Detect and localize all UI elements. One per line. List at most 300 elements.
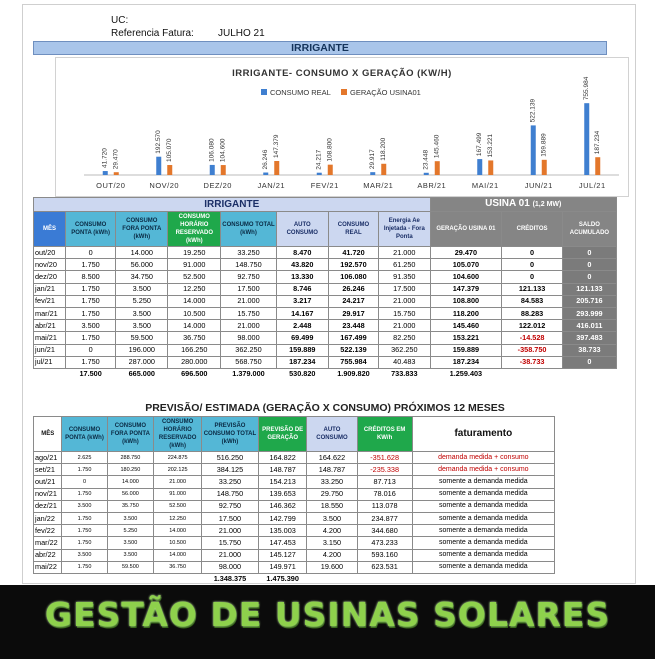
bar-label-0-3: 26.246 [262,149,270,170]
t1-cell-1: 1.750 [65,332,115,344]
t2-cell-6: 18.550 [307,500,357,512]
t2-header-5: PREVISÃO DE GERAÇÃO [258,417,306,452]
t1-cell-4: 33.250 [221,247,277,259]
t2-cell-1: 3.500 [62,549,107,561]
t2-cell-1: 2.625 [62,452,107,464]
bar-label-1-6: 145.460 [433,134,441,159]
t1-total-1: 17.500 [79,369,102,379]
t2-cell-0: ago/21 [34,452,62,464]
bar-0-1 [156,157,161,175]
t2-cell-0: out/21 [34,476,62,488]
t2-cell-2: 3.500 [107,512,154,524]
bar-label-0-5: 29.917 [369,149,377,170]
t2-row [34,549,555,561]
t1-cell-8: 145.460 [430,320,502,332]
t2-cell-4: 92.750 [201,500,258,512]
t1-cell-2: 14.000 [116,247,168,259]
t1-cell-4: 568.750 [221,356,277,368]
t2-cell-7: 234.877 [357,512,412,524]
t2-cell-5: 142.799 [258,512,306,524]
t2-cell-1: 1.750 [62,512,107,524]
t1-cell-5: 8.746 [276,283,328,295]
x-tick-6: ABR/21 [417,181,447,190]
t1-cell-0: dez/20 [34,271,66,283]
t1-cell-9: 0 [502,259,563,271]
t1-cell-3: 14.000 [168,295,221,307]
t1-cell-4: 98.000 [221,332,277,344]
t2-cell-3: 224.875 [154,452,202,464]
t2-cell-8: somente a demanda medida [412,512,554,524]
t1-cell-9: -358.750 [502,344,563,356]
t2-cell-6: 4.200 [307,549,357,561]
t1-cell-1: 1.750 [65,307,115,319]
t1-cell-9: 88.283 [502,307,563,319]
chart-container [55,57,629,197]
t2-header-8: faturamento [412,417,554,452]
t1-cell-3: 36.750 [168,332,221,344]
t1-cell-5: 14.167 [276,307,328,319]
t1-cell-10: 0 [562,271,616,283]
t1-cell-8: 118.200 [430,307,502,319]
t1-cell-2: 196.000 [116,344,168,356]
bar-1-2 [221,165,226,175]
legend-swatch-1 [341,89,347,95]
bar-0-9 [584,103,589,175]
t2-row [34,537,555,549]
t2-cell-2: 35.750 [107,500,154,512]
t1-total-3: 696.500 [181,369,208,379]
t2-cell-6: 164.622 [307,452,357,464]
t1-total-9 [502,368,563,380]
t2-row [34,500,555,512]
bar-0-4 [317,173,322,175]
t2-cell-1: 1.750 [62,488,107,500]
t1-cell-10: 293.999 [562,307,616,319]
t1-cell-6: 26.246 [328,283,378,295]
t2-cell-2: 14.000 [107,476,154,488]
bar-1-6 [435,161,440,175]
t2-cell-4: 148.750 [201,488,258,500]
t1-cell-9: 0 [502,271,563,283]
bar-1-0 [114,172,119,175]
t1-total-0 [34,368,66,380]
t2-cell-0: mar/22 [34,537,62,549]
banner [0,585,655,659]
bar-1-1 [167,165,172,175]
t1-total-7: 733.833 [391,369,418,379]
t1-cell-7: 362.250 [379,344,430,356]
bar-1-5 [381,164,386,175]
t1-header-2: CONSUMO FORA PONTA (kWh) [116,212,168,247]
t1-total-5: 530.820 [289,369,316,379]
x-tick-5: MAR/21 [363,181,394,190]
t1-cell-10: 0 [562,356,616,368]
t2-cell-7: -351.628 [357,452,412,464]
bar-label-1-4: 108.800 [326,138,334,162]
t2-cell-7: 113.078 [357,500,412,512]
t1-total-8: 1.259.403 [449,369,483,379]
t1-cell-6: 29.917 [328,307,378,319]
t1-cell-2: 59.500 [116,332,168,344]
t1-cell-9: 122.012 [502,320,563,332]
t2-cell-3: 202.125 [154,464,202,476]
t1-cell-6: 522.139 [328,344,378,356]
t2-cell-4: 21.000 [201,549,258,561]
t1-row [34,295,617,307]
t2-cell-3: 10.500 [154,537,202,549]
t2-cell-3: 14.000 [154,525,202,537]
t2-header-7: CRÉDITOS EM KW/h [357,417,412,452]
section-irrigante: IRRIGANTE [33,41,607,55]
t1-header-3: CONSUMO HORÁRIO RESERVADO (kWh) [168,212,221,247]
t2-cell-0: fev/22 [34,525,62,537]
t2-cell-1: 1.750 [62,537,107,549]
t1-total-4: 1.379.000 [232,369,265,379]
t1-cell-9: 0 [502,247,563,259]
t2-cell-3: 12.250 [154,512,202,524]
t2-row [34,464,555,476]
t2-cell-1: 3.500 [62,500,107,512]
x-tick-2: DEZ/20 [203,181,232,190]
t1-cell-5: 3.217 [276,295,328,307]
t2-header-6: AUTO CONSUMO [307,417,357,452]
t1-cell-1: 0 [65,247,115,259]
t1-cell-4: 148.750 [221,259,277,271]
bar-0-3 [263,173,268,175]
t1-cell-5: 159.889 [276,344,328,356]
t1-header-8: GERAÇÃO USINA 01 [430,212,502,247]
t2-cell-5: 147.453 [258,537,306,549]
t1-cell-7: 21.000 [379,320,430,332]
t1-cell-2: 3.500 [116,283,168,295]
t2-cell-5: 148.787 [258,464,306,476]
t2-total-2 [107,573,154,585]
t2-cell-8: demanda medida + consumo [412,464,554,476]
t2-cell-7: 344.680 [357,525,412,537]
t2-cell-7: -235.338 [357,464,412,476]
t1-cell-10: 416.011 [562,320,616,332]
bar-label-0-9: 755.984 [583,76,591,101]
bar-label-0-1: 192.570 [155,130,163,154]
consumo-geracao-chart [56,58,628,196]
t1-cell-8: 147.379 [430,283,502,295]
legend-label-1: GERAÇÃO USINA01 [350,88,421,97]
t1-cell-7: 17.500 [379,283,430,295]
t1-cell-2: 3.500 [116,307,168,319]
t2-cell-8: somente a demanda medida [412,488,554,500]
t1-cell-0: out/20 [34,247,66,259]
t2-row [34,512,555,524]
t2-total-4: 1.348.375 [213,574,247,584]
t1-cell-2: 287.000 [116,356,168,368]
t1-cell-6: 106.080 [328,271,378,283]
bar-0-8 [531,125,536,175]
t1-cell-10: 397.483 [562,332,616,344]
t1-cell-6: 41.720 [328,247,378,259]
t1-cell-8: 153.221 [430,332,502,344]
t2-cell-3: 91.000 [154,488,202,500]
t2-cell-6: 4.200 [307,525,357,537]
t2-row [34,476,555,488]
t1-cell-7: 82.250 [379,332,430,344]
t1-row [34,356,617,368]
t2-row [34,561,555,573]
t1-header-10: SALDO ACUMULADO [562,212,616,247]
t2-header-4: PREVISÃO CONSUMO TOTAL (kWh) [201,417,258,452]
t1-cell-5: 43.820 [276,259,328,271]
t1-cell-6: 167.499 [328,332,378,344]
t1-cell-1: 1.750 [65,283,115,295]
t2-cell-7: 87.713 [357,476,412,488]
t2-cell-8: demanda medida + consumo [412,452,554,464]
t1-cell-4: 92.750 [221,271,277,283]
t2-cell-4: 384.125 [201,464,258,476]
t1-header-6: CONSUMO REAL [328,212,378,247]
bar-label-1-2: 104.600 [219,138,227,163]
bar-label-1-8: 159.889 [540,133,548,157]
t2-header-3: CONSUMO HORÁRIO RESERVADO (kWh) [154,417,202,452]
t2-cell-2: 56.000 [107,488,154,500]
x-tick-9: JUL/21 [578,181,606,190]
t1-header-0: MÊS [34,212,66,247]
t2-cell-5: 139.653 [258,488,306,500]
t1-total-10 [562,368,616,380]
t2-cell-6: 3.150 [307,537,357,549]
t1-cell-1: 3.500 [65,320,115,332]
bar-label-0-2: 106.080 [208,138,216,162]
t1-cell-1: 1.750 [65,356,115,368]
bar-label-0-8: 522.139 [529,98,537,123]
t1-header-5: AUTO CONSUMO [276,212,328,247]
t2-row [34,525,555,537]
t2-cell-7: 593.160 [357,549,412,561]
t2-cell-7: 473.233 [357,537,412,549]
t1-cell-8: 105.070 [430,259,502,271]
bar-label-0-4: 24.217 [315,149,323,170]
bar-0-0 [103,171,108,175]
t2-cell-4: 516.250 [201,452,258,464]
t2-total-5: 1.475.390 [266,574,299,584]
t2-cell-3: 52.500 [154,500,202,512]
bar-label-0-7: 167.499 [476,132,484,157]
t1-cell-3: 12.250 [168,283,221,295]
t2-cell-4: 15.750 [201,537,258,549]
t1-cell-3: 19.250 [168,247,221,259]
t2-total-7 [357,573,412,585]
t1-cell-5: 8.470 [276,247,328,259]
t2-cell-8: somente a demanda medida [412,561,554,573]
bar-0-5 [370,172,375,175]
t1-cell-7: 21.000 [379,247,430,259]
t1-cell-0: fev/21 [34,295,66,307]
t1-row [34,320,617,332]
t1-cell-10: 0 [562,259,616,271]
t1-cell-4: 362.250 [221,344,277,356]
t2-cell-2: 288.750 [107,452,154,464]
t2-cell-8: somente a demanda medida [412,525,554,537]
section-previsao: PREVISÃO/ ESTIMADA (GERAÇÃO X CONSUMO) PRÓXIMOS 12 MESES [33,402,617,415]
t2-cell-0: nov/21 [34,488,62,500]
t1-cell-7: 21.000 [379,295,430,307]
uc-label: UC: [111,15,129,26]
t2-cell-1: 0 [62,476,107,488]
t1-cell-2: 5.250 [116,295,168,307]
legend-label-0: CONSUMO REAL [270,88,331,97]
t1-cell-10: 205.716 [562,295,616,307]
t1-cell-4: 21.000 [221,295,277,307]
t1-cell-3: 52.500 [168,271,221,283]
bar-label-1-0: 29.470 [112,149,120,170]
t1-row [34,271,617,283]
t2-total-0 [34,573,62,585]
t2-row [34,452,555,464]
t2-cell-7: 78.016 [357,488,412,500]
t1-header-9: CRÉDITOS [502,212,563,247]
t2-total-1 [62,573,107,585]
bar-1-4 [328,165,333,175]
t2-cell-7: 623.531 [357,561,412,573]
x-tick-8: JUN/21 [524,181,553,190]
t2-header-0: MÊS [34,417,62,452]
bar-1-9 [595,157,600,175]
bar-label-1-1: 105.070 [166,138,174,163]
t1-cell-5: 13.330 [276,271,328,283]
t2-cell-5: 146.362 [258,500,306,512]
bar-label-1-9: 187.234 [594,130,602,155]
banner-title: GESTÃO DE USINAS SOLARES [44,595,611,634]
t1-cell-5: 69.499 [276,332,328,344]
t1-cell-8: 108.800 [430,295,502,307]
t1-row [34,259,617,271]
t1-cell-2: 3.500 [116,320,168,332]
t1-cell-5: 2.448 [276,320,328,332]
bar-label-0-0: 41.720 [101,148,109,169]
t2-cell-2: 3.500 [107,549,154,561]
t1-cell-8: 187.234 [430,356,502,368]
group-usina: USINA 01 (1,2 MW) [430,198,617,212]
t1-cell-5: 187.234 [276,356,328,368]
t1-cell-1: 1.750 [65,259,115,271]
t1-cell-4: 15.750 [221,307,277,319]
t2-cell-6: 19.600 [307,561,357,573]
t1-cell-9: 121.133 [502,283,563,295]
t1-cell-0: jan/21 [34,283,66,295]
t2-cell-1: 1.750 [62,464,107,476]
t2-cell-2: 5.250 [107,525,154,537]
t2-cell-3: 21.000 [154,476,202,488]
t2-cell-5: 145.127 [258,549,306,561]
bar-0-6 [424,173,429,175]
t1-cell-9: -38.733 [502,356,563,368]
legend-swatch-0 [261,89,267,95]
t1-cell-2: 56.000 [116,259,168,271]
t2-cell-4: 33.250 [201,476,258,488]
t1-cell-7: 15.750 [379,307,430,319]
t2-cell-6: 3.500 [307,512,357,524]
t1-cell-9: -14.528 [502,332,563,344]
t1-total-2: 665.000 [128,369,155,379]
t1-cell-8: 159.889 [430,344,502,356]
t1-cell-1: 0 [65,344,115,356]
t1-row [34,344,617,356]
t2-cell-1: 1.750 [62,561,107,573]
t1-cell-4: 21.000 [221,320,277,332]
previsao-table [33,416,555,585]
t1-cell-0: jun/21 [34,344,66,356]
t1-cell-7: 61.250 [379,259,430,271]
t1-total-6: 1.909.820 [337,369,370,379]
t1-cell-7: 40.483 [379,356,430,368]
t1-row [34,332,617,344]
t1-cell-6: 23.448 [328,320,378,332]
reference-label: Referencia Fatura: [111,28,194,39]
x-tick-1: NOV/20 [149,181,180,190]
t2-cell-5: 164.822 [258,452,306,464]
x-tick-0: OUT/20 [96,181,126,190]
t2-cell-8: somente a demanda medida [412,476,554,488]
t2-header-1: CONSUMO PONTA (kWh) [62,417,107,452]
t2-cell-5: 135.003 [258,525,306,537]
t1-cell-3: 91.000 [168,259,221,271]
t2-cell-1: 1.750 [62,525,107,537]
reference-value: JULHO 21 [218,28,265,39]
x-tick-7: MAI/21 [471,181,499,190]
t2-cell-0: abr/22 [34,549,62,561]
bar-0-7 [477,159,482,175]
bar-1-7 [488,160,493,175]
chart-title: IRRIGANTE- CONSUMO X GERAÇÃO (KW/H) [232,68,452,79]
t2-cell-6: 148.787 [307,464,357,476]
t2-cell-3: 36.750 [154,561,202,573]
bar-label-1-7: 153.221 [487,133,495,158]
t1-cell-0: abr/21 [34,320,66,332]
t1-cell-3: 166.250 [168,344,221,356]
t1-cell-3: 10.500 [168,307,221,319]
bar-label-0-6: 23.448 [422,149,430,170]
t2-cell-8: somente a demanda medida [412,537,554,549]
t1-row [34,283,617,295]
t2-cell-5: 154.213 [258,476,306,488]
bar-1-3 [274,161,279,175]
t1-cell-4: 17.500 [221,283,277,295]
t1-header-7: Energia Ae Injetada - Fora Ponta [379,212,430,247]
t1-row [34,307,617,319]
t1-cell-2: 34.750 [116,271,168,283]
t1-cell-1: 8.500 [65,271,115,283]
t2-total-6 [307,573,357,585]
t2-total-8 [412,573,554,585]
t1-cell-3: 280.000 [168,356,221,368]
t2-cell-6: 29.750 [307,488,357,500]
t1-cell-10: 0 [562,247,616,259]
t1-row [34,247,617,259]
t1-cell-0: mar/21 [34,307,66,319]
t2-cell-0: mai/22 [34,561,62,573]
t2-cell-4: 17.500 [201,512,258,524]
t1-cell-10: 121.133 [562,283,616,295]
t2-cell-0: set/21 [34,464,62,476]
t2-cell-0: dez/21 [34,500,62,512]
bar-label-1-3: 147.379 [273,134,281,158]
t2-cell-2: 3.500 [107,537,154,549]
t1-header-1: CONSUMO PONTA (kWh) [65,212,115,247]
t1-cell-6: 755.984 [328,356,378,368]
t2-cell-2: 59.500 [107,561,154,573]
t2-cell-6: 33.250 [307,476,357,488]
t2-row [34,488,555,500]
t2-cell-2: 180.250 [107,464,154,476]
bar-label-1-5: 118.200 [380,137,388,161]
